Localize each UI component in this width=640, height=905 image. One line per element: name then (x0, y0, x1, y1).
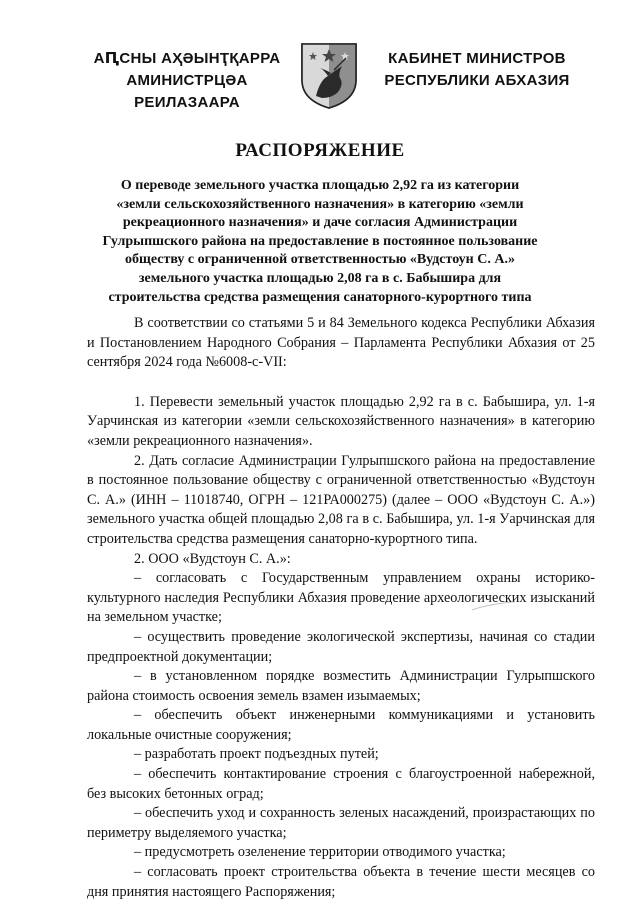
obligation-1: – согласовать с Государственным управлением охраны историко-культурного наследия Республики Абхазия проведение археологических изысканий на земельном участке; (87, 570, 595, 626)
obligation-2: – осуществить проведение экологической экспертизы, начиная со стадии предпроектной документации; (87, 628, 595, 665)
letterhead-abkhaz-line-1: АԤСНЫ АҲӘЫНҬҚАРРА (93, 50, 281, 67)
letterhead-russian (372, 48, 582, 92)
document-subject: О переводе земельного участка площадью 2,92 га из категории «земли сельскохозяйственного назначения» в категорию «земли рекреационного назначения» и даче согласия Администрации Гулрыпшского района на предоставление в постоянное пользование обществу с ограниченной ответственностью «Вудстоун С. А.» земельного участка площадью 2,08 га в с. Бабышира для строительства средства размещения санаторного-курортного типа (102, 178, 538, 305)
obligation-3: – в установленном порядке возместить Администрации Гулрыпшского района стоимость освоения земель взамен изымаемых; (87, 668, 595, 704)
document-body (87, 314, 595, 902)
letterhead-abkhaz (72, 48, 302, 114)
item-1: 1. Перевести земельный участок площадью 2,92 га в с. Бабышира, ул. 1-я Уарчинская из категории «земли сельскохозяйственного назначения» в категорию «земли рекреационного назначения». (87, 393, 595, 449)
letterhead-russian-line-2: РЕСПУБЛИКИ АБХАЗИЯ (384, 72, 570, 89)
preamble: В соответствии со статьями 5 и 84 Земельного кодекса Республики Абхазия и Постановлением Народного Собрания – Парламента Республики Абхазия от 25 сентября 2024 года №6008-с-VII: (87, 315, 595, 371)
obligation-9: – согласовать проект строительства объекта в течение шести месяцев со дня принятия настоящего Распоряжения; (87, 864, 595, 900)
letterhead-abkhaz-line-2: АМИНИСТРЦӘА РЕИЛАЗААРА (126, 72, 248, 111)
item-3-intro: 2. ООО «Вудстоун С. А.»: (134, 550, 291, 567)
obligation-5: – разработать проект подъездных путей; (134, 746, 379, 763)
item-2: 2. Дать согласие Администрации Гулрыпшского района на предоставление в постоянное пользование обществу с ограниченной ответственностью «Вудстоун С. А.» (ИНН – 11018740, ОГРН – 121РА000275) (далее – ООО «Вудстоун С. А.») земельного участка общей площадью 2,08 га в с. Бабышира, ул. 1-я Уарчинская для строительства средства размещения санаторно-курортного типа. (87, 452, 595, 547)
letterhead (0, 40, 640, 110)
obligation-7: – обеспечить уход и сохранность зеленых насаждений, произрастающих по периметру выделяемого участка; (87, 805, 595, 841)
letterhead-russian-line-1: КАБИНЕТ МИНИСТРОВ (388, 50, 566, 67)
document-title: РАСПОРЯЖЕНИЕ (235, 140, 405, 161)
obligation-4: – обеспечить объект инженерными коммуникациями и установить локальные очистные сооружения; (87, 707, 595, 743)
pen-mark-icon (468, 600, 518, 612)
obligation-8: – предусмотреть озеленение территории отводимого участка; (134, 844, 506, 861)
obligation-6: – обеспечить контактирование строения с благоустроенной набережной, без высоких бетонных оград; (87, 766, 595, 802)
abkhazia-coat-of-arms-icon (298, 40, 360, 110)
